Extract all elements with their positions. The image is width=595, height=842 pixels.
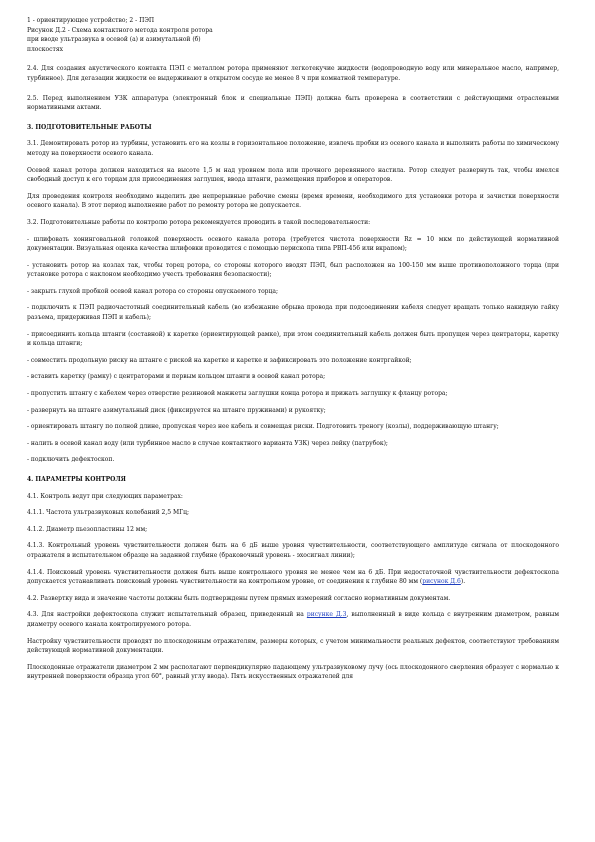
list-item: - развернуть на штанге азимутальный диск (фиксируется на штанге пружинами) и рукоятку; bbox=[27, 406, 326, 414]
paragraph-4-1-1: 4.1.1. Частота ультразвуковых колебаний 2,5 МГц; bbox=[27, 509, 189, 517]
figure-d6-link[interactable]: рисунок Д.6 bbox=[422, 578, 461, 586]
paragraph-4-3-text: 4.3. Для настройки дефектоскопа служит испытательный образец, приведенный на bbox=[27, 611, 307, 619]
list-item: - подключить к ПЭП радиочастотный соединительный кабель (во избежание обрыва провода при подсоединении кабеля следует вращать только накидную гайку разъема, придерживая ПЭП и кабель); bbox=[27, 304, 559, 322]
paragraph-4-3-sensitivity: Настройку чувствительности проводят по плоскодонным отражателям, размеры которых, с учетом минимальности реальных дефектов, соответствуют требованиям действующей нормативной документации. bbox=[27, 637, 559, 655]
list-item: - подключить дефектоскоп. bbox=[27, 456, 115, 464]
section-3-heading: 3. ПОДГОТОВИТЕЛЬНЫЕ РАБОТЫ bbox=[27, 123, 152, 131]
paragraph-4-3-tail: , выполненный в виде кольца с внутренним диаметром, равным диаметру осевого канала контролируемого ротора. bbox=[27, 611, 560, 628]
paragraph-4-1-4-text: 4.1.4. Поисковый уровень чувствительности должен быть выше контрольного уровня не менее чем на 6 дБ. При недостаточной чувствительности дефектоскопа допускается устанавливать поисковый уровень чувствительности на контрольном уровне, от соединения к глубине 80 мм ( bbox=[27, 568, 559, 586]
figure-d3-link[interactable]: рисунке Д.3 bbox=[306, 611, 347, 619]
figure-caption-line2: при вводе ультразвука в осевой (а) и азимутальной (б) bbox=[27, 36, 201, 44]
paragraph-2-5: 2.5. Перед выполнением УЗК аппаратура (электронный блок и специальные ПЭП) должна быть проверена в соответствии с действующими отраслевыми нормативными актами. bbox=[27, 94, 559, 112]
paragraph-4-2: 4.2. Развертку вида и значение частоты должны быть подтверждены путем прямых измерений согласно нормативным документам. bbox=[27, 594, 451, 602]
paragraph-4-1-4-tail: ). bbox=[460, 578, 466, 586]
paragraph-4-3 bbox=[27, 610, 559, 629]
paragraph-4-1-4 bbox=[27, 568, 559, 587]
paragraph-4-1-2: 4.1.2. Диаметр пьезопластины 12 мм; bbox=[27, 525, 148, 533]
list-item: - закрыть глухой пробкой осевой канал ротора со стороны опускаемого торца; bbox=[27, 287, 278, 295]
list-item: - пропустить штангу с кабелем через отверстие резиновой манжеты заглушки конца ротора и прижать заглушку к фланцу ротора; bbox=[27, 390, 448, 398]
list-item: - совместить продольную риску на штанге с риской на каретке и каретке и зафиксировать это положение контргайкой; bbox=[27, 356, 412, 364]
list-item: - установить ротор на козлах так, чтобы торец ротора, со стороны которого вводят ПЭП, был расположен на 100-150 мм выше противоположного торца (при установке ротора с наклоном необходимо учесть требования безопасности); bbox=[27, 261, 559, 279]
list-item: - ориентировать штангу по полной длине, пропуская через нее кабель и совмещая риски. Подготовить треногу (козлы), поддерживающую штангу; bbox=[27, 423, 499, 431]
list-item: - присоединить кольца штанги (составной) к каретке (ориентирующей рамке), при этом соединительный кабель должен быть пропущен через центраторы, каретку и кольца штанги; bbox=[27, 330, 559, 348]
paragraph-4-3-reflectors: Плоскодонные отражатели диаметром 2 мм располагают перпендикулярно падающему ультразвуковому лучу (ось плоскодонного сверления образует с нормалью к внутренней поверхности образца угол 60°, равный углу ввода). Пять искусственных отражателей для bbox=[27, 663, 559, 681]
paragraph-3-1: 3.1. Демонтировать ротор из турбины, установить его на козлы в горизонтальное положение, извлечь пробки из осевого канала и выполнить работы по химическому методу на поверхности осевого канала. bbox=[27, 140, 559, 157]
list-item: - шлифовать хонинговальной головкой поверхность осевого канала ротора (требуется чистота поверхности Rz = 10 мкм по действующей нормативной документации. Визуальная оценка качества шлифовки проводится с помощью перископа типа РВП-456 или вкрапом); bbox=[27, 235, 559, 253]
list-item: - вставить каретку (рамку) с центраторами и первым кольцом штанги в осевой канал ротора; bbox=[27, 373, 326, 381]
list-item: - налить в осевой канал воду (или турбинное масло в случае контактного варианта УЗК) через лейку (патрубок); bbox=[27, 439, 388, 447]
figure-caption-line3: плоскостях bbox=[27, 45, 63, 53]
paragraph-4-1-3: 4.1.3. Контрольный уровень чувствительности должен быть на 6 дБ выше уровня чувствительности, соответствующего амплитуде сигнала от плоскодонного отражателя в испытательном образце на заданной глубине (браковочный уровень - эхосигнал линии); bbox=[27, 542, 559, 559]
paragraph-4-1: 4.1. Контроль ведут при следующих параметрах: bbox=[27, 492, 183, 500]
section-4-heading: 4. ПАРАМЕТРЫ КОНТРОЛЯ bbox=[27, 476, 126, 483]
figure-legend: 1 - ориентирующее устройство; 2 - ПЭП bbox=[27, 17, 155, 24]
paragraph-3-1-placement: Осевой канал ротора должен находиться на высоте 1,5 м над уровнем пола или прочного деревянного настила. Ротор следует развернуть так, чтобы имелся свободный доступ к его торцам для присоединения заглушек, ввода штанги, размещения приборов и операторов. bbox=[27, 166, 559, 184]
paragraph-3-1-shifts: Для проведения контроля необходимо выделить две непрерывные рабочие смены (время времени, необходимого для установки ротора и зачистки поверхности осевого канала). В этот период выполнение работ по ремонту ротора не допускается. bbox=[27, 192, 559, 210]
paragraph-2-4: 2.4. Для создания акустического контакта ПЭП с металлом ротора применяют легкотекучие жидкости (водопроводную воду или минеральное масло, например, турбинное). Для дегазации жидкости ее выдерживают в открытом сосуде не менее 8 ч при комнатной температуре. bbox=[27, 65, 559, 82]
figure-caption-line1: Рисунок Д.2 - Схема контактного метода контроля ротора bbox=[27, 26, 213, 34]
paragraph-3-2: 3.2. Подготовительные работы по контролю ротора рекомендуется проводить в такой последовательности: bbox=[27, 218, 371, 226]
